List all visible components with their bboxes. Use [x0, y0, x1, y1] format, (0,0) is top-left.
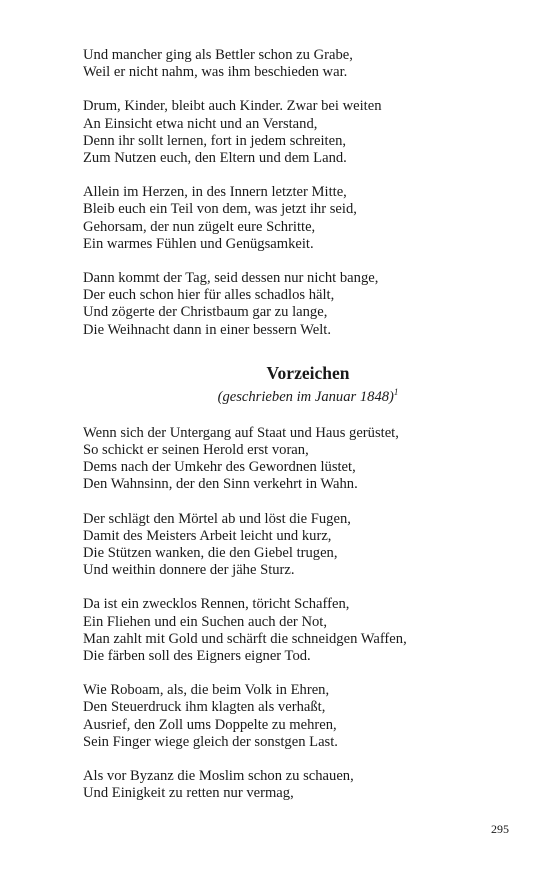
stanza	[83, 184, 503, 253]
verse-line: Ein Fliehen und ein Suchen auch der Not,	[83, 613, 327, 630]
stanza	[83, 768, 503, 802]
verse-line: Damit des Meisters Arbeit leicht und kurz,	[83, 527, 332, 544]
verse-line: Wenn sich der Untergang auf Staat und Haus gerüstet,	[83, 424, 399, 441]
verse-line: Gehorsam, der nun zügelt eure Schritte,	[83, 218, 316, 235]
verse-line: Der schlägt den Mörtel ab und löst die Fugen,	[83, 510, 351, 527]
verse-line: Zum Nutzen euch, den Eltern und dem Land.	[83, 150, 347, 167]
verse-line: Da ist ein zwecklos Rennen, töricht Schaffen,	[83, 596, 350, 613]
verse-line: Und weithin donnere der jähe Sturz.	[83, 562, 295, 579]
verse-line: Und mancher ging als Bettler schon zu Grabe,	[83, 47, 353, 63]
verse-line: Als vor Byzanz die Moslim schon zu schauen,	[83, 768, 354, 785]
footnote-marker: 1	[393, 386, 399, 397]
poem-subtitle	[83, 386, 503, 406]
verse-line: Allein im Herzen, in des Innern letzter Mitte,	[83, 184, 347, 201]
verse-line: Wie Roboam, als, die beim Volk in Ehren,	[83, 682, 330, 699]
stanza	[83, 596, 503, 665]
stanza	[83, 425, 503, 494]
verse-line: Und Einigkeit zu retten nur vermag,	[83, 785, 294, 802]
verse-line: Den Wahnsinn, der den Sinn verkehrt in Wahn.	[83, 476, 358, 493]
verse-line: Denn ihr sollt lernen, fort in jedem schreiten,	[83, 132, 347, 149]
verse-line: Ein warmes Fühlen und Genügsamkeit.	[83, 235, 314, 252]
verse-line: Weil er nicht nahm, was ihm beschieden war.	[83, 64, 348, 81]
stanza	[83, 511, 503, 580]
poem-subtitle-text: (geschrieben im Januar 1848)	[217, 388, 394, 405]
verse-line: Die Weihnacht dann in einer bessern Welt.	[83, 321, 331, 338]
verse-line: Man zahlt mit Gold und schärft die schneidgen Waffen,	[83, 630, 407, 647]
verse-line: Drum, Kinder, bleibt auch Kinder. Zwar bei weiten	[83, 98, 382, 115]
verse-line: Die färben soll des Eigners eigner Tod.	[83, 648, 311, 665]
poem-title: Vorzeichen	[266, 362, 350, 383]
verse-line: Den Steuerdruck ihm klagten als verhaßt,	[83, 699, 326, 716]
verse-line: Der euch schon hier für alles schadlos hält,	[83, 287, 335, 304]
verse-line: Und zögerte der Christbaum gar zu lange,	[83, 304, 328, 321]
stanza	[83, 47, 503, 81]
verse-line: Die Stützen wanken, die den Giebel trugen,	[83, 545, 338, 562]
poem-text	[83, 47, 503, 820]
poem-body	[83, 425, 503, 803]
verse-line: Ausrief, den Zoll ums Doppelte zu mehren,	[83, 716, 337, 733]
verse-line: Dann kommt der Tag, seid dessen nur nicht bange,	[83, 270, 379, 287]
stanza	[83, 682, 503, 751]
verse-line: Sein Finger wiege gleich der sonstgen Last.	[83, 733, 338, 750]
page-number: 295	[491, 822, 509, 836]
previous-poem-ending	[83, 47, 503, 339]
verse-line: Bleib euch ein Teil von dem, was jetzt ihr seid,	[83, 201, 357, 218]
verse-line: An Einsicht etwa nicht und an Verstand,	[83, 115, 318, 132]
verse-line: So schickt er seinen Herold erst voran,	[83, 442, 309, 459]
verse-line: Dems nach der Umkehr des Gewordnen lüstet,	[83, 459, 356, 476]
stanza	[83, 98, 503, 167]
stanza	[83, 270, 503, 339]
